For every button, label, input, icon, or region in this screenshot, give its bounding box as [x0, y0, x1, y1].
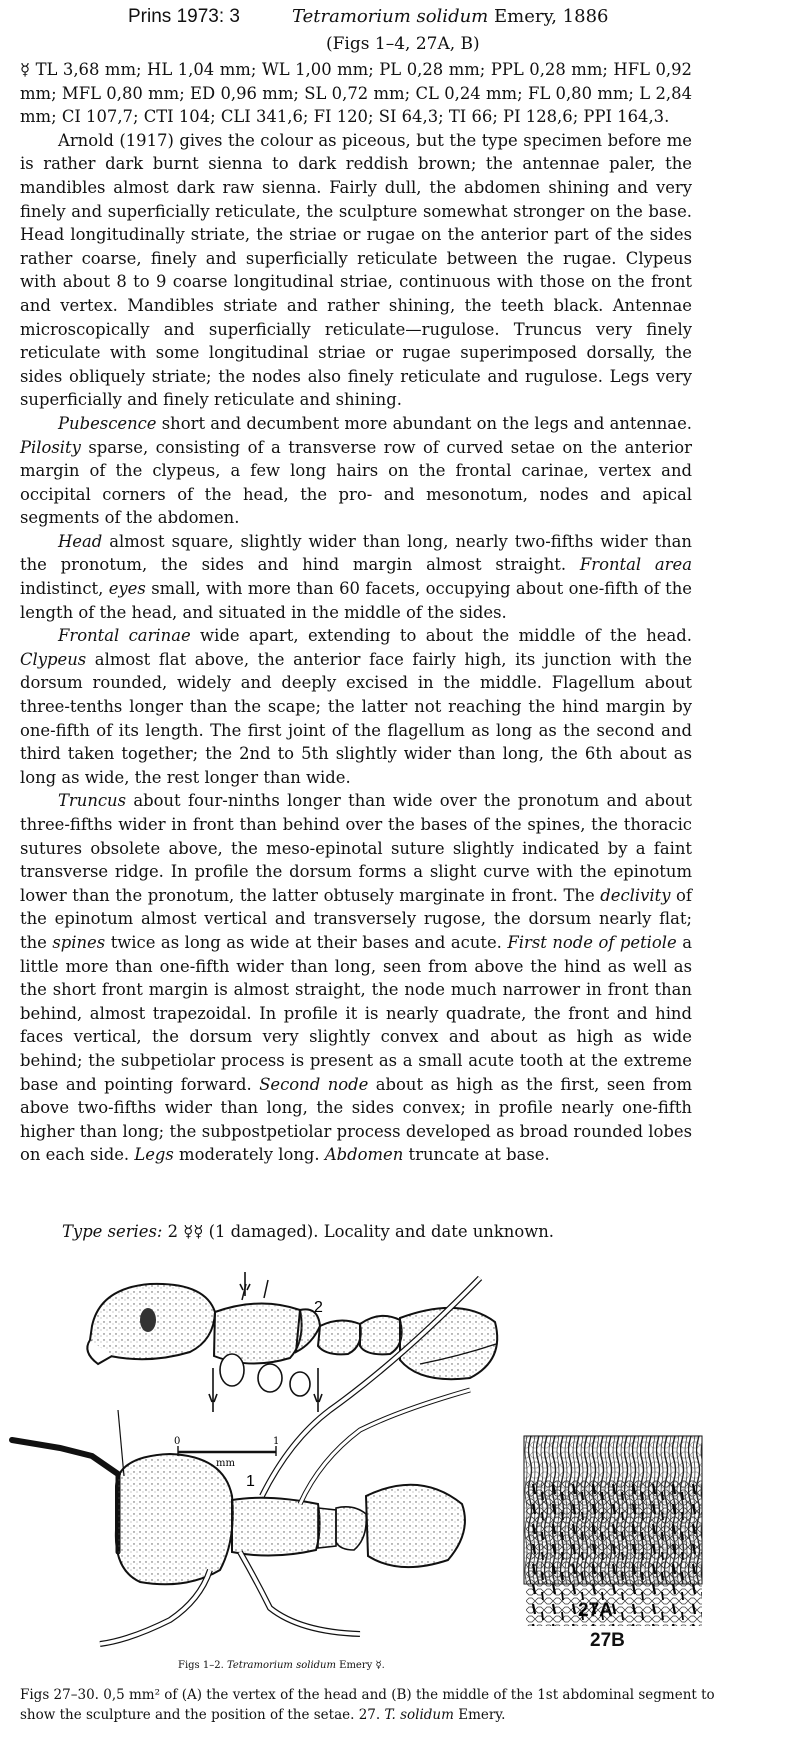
type-series [62, 1222, 554, 1241]
pilosity-term: Pilosity [20, 437, 81, 457]
truncus-term: Truncus [58, 791, 127, 811]
figure-reference: (Figs 1–4, 27A, B) [326, 34, 480, 54]
second-node-term: Second node [259, 1074, 369, 1094]
clypeus-text: almost flat above, the anterior face fairly high, its junction with the dorsum rounded, widely and deeply excised in the middle. Flagellum about three-tenths longer than the scape; the latter not reaching the hind margin by one-fifth of its length. The first joint of the flagellum as long as the second and third taken together; the 2nd to 5th slightly wider than long, the 6th about as long as wide, the rest longer than wide. [20, 649, 692, 787]
scale-unit-label: mm [216, 1458, 235, 1469]
page-reference: Prins 1973: 3 [128, 6, 240, 27]
first-node-text: a little more than one-fifth wider than long, seen from above the hind as well as the short front margin is almost straight, the node much narrower in front than behind, almost trapezoidal. In profile it is nearly quadrate, the front and hind faces vertical, the dorsum very slightly convex and about as high as wide behind; the subpetiolar process is present as a small acute tooth at the extreme base and pointing forward. [20, 932, 693, 1094]
type-series-text: 2 ☿☿ (1 damaged). Locality and date unknown. [162, 1222, 555, 1241]
pilosity-paragraph [20, 412, 692, 530]
scale-one-label: 1 [273, 1436, 280, 1447]
scale-zero-label: 0 [174, 1436, 181, 1447]
frontal-carinae-term: Frontal carinae [58, 626, 191, 646]
caption-species: T. solidum [384, 1707, 454, 1723]
figure-1-2-caption [178, 1660, 385, 1671]
eyes-text: small, with more than 60 facets, occupying about one-fifth of the length of the head, and situated in the middle of the sides. [20, 579, 692, 622]
species-name: Tetramorium solidum [292, 6, 489, 27]
small-caption-species: Tetramorium solidum [226, 1660, 336, 1671]
spines-term: spines [52, 932, 106, 952]
spines-text: twice as long as wide at their bases and acute. [105, 932, 508, 952]
legs-text: moderately long. [173, 1145, 325, 1165]
caption-prefix: Figs 27–30. 0,5 mm² of (A) the vertex of the head and (B) the middle of the 1st abdominal segment to show the sculpture and the position of the setae. 27. [20, 1687, 715, 1723]
figure-1-label: 1 [246, 1473, 255, 1490]
head-term: Head [58, 531, 103, 551]
ant-profile-drawing [87, 1272, 497, 1412]
pubescence-term: Pubescence [58, 413, 157, 433]
caption-suffix: Emery. [453, 1707, 506, 1723]
figure-2-label: 2 [314, 1299, 323, 1316]
first-node-term: First node of petiole [507, 932, 677, 952]
frontal-carinae-text: wide apart, extending to about the middle of the head. [190, 626, 692, 646]
frontal-area-text: indistinct, [20, 579, 109, 599]
pilosity-text: sparse, consisting of a transverse row of curved setae on the anterior margin of the clypeus, a few long hairs on the frontal carinae, vertex and occipital corners of the head, the pro- and mesonotum, nodes and apical segments of the abdomen. [20, 437, 692, 528]
panel-27b-label: 27B [590, 1630, 625, 1651]
measurements-paragraph: ☿ TL 3,68 mm; HL 1,04 mm; WL 1,00 mm; PL 0,28 mm; PPL 0,28 mm; HFL 0,92 mm; MFL 0,80 mm; ED 0,96 mm; SL 0,72 mm; CL 0,24 mm; FL 0,80 mm; L 2,84 mm; CI 107,7; CTI 104; CLI 341,6; FI 120; SI 64,3; TI 66; PI 128,6; PPI 164,3. [20, 60, 692, 127]
declivity-term: declivity [600, 885, 671, 905]
abdomen-text: truncate at base. [403, 1145, 550, 1165]
small-caption-prefix: Figs 1–2. [178, 1660, 227, 1671]
legs-term: Legs [134, 1145, 174, 1165]
truncus-text: about four-ninths longer than wide over the pronotum and about three-fifths wider in front than behind over the bases of the spines, the thoracic sutures obsolete above, the meso-epinotal suture slightly indicated by a faint transverse ridge. In profile the dorsum forms a slight curve with the epinotum lower than the pronotum, the latter obtusely marginate in front. The [20, 791, 692, 905]
species-title [292, 6, 609, 27]
truncus-paragraph [20, 789, 692, 1167]
head-text: almost square, slightly wider than long, nearly two-fifths wider than the pronotum, the sides and hind margin almost straight. [20, 531, 692, 575]
eyes-term: eyes [108, 579, 146, 599]
second-node-text: about as high as the first, seen from above two-fifths wider than long, the sides convex; in profile nearly one-fifth higher than long; the subpostpetiolar process developed as broad rounded lobes on each side. [20, 1074, 692, 1165]
abdomen-term: Abdomen [324, 1145, 404, 1165]
colour-paragraph: Arnold (1917) gives the colour as piceous, but the type specimen before me is rather dark burnt sienna to dark reddish brown; the antennae paler, the mandibles almost dark raw sienna. Fairly dull, the abdomen shining and very finely and superficially reticulate, the sculpture somewhat stronger on the base. Head longitudinally striate, the striae or rugae on the anterior part of the sides rather coarse, finely and superficially reticulate between the rugae. Clypeus with about 8 to 9 coarse longitudinal striae, continuous with those on the front and vertex. Mandibles striate and rather shining, the teeth black. Antennae microscopically and superficially reticulate—rugulose. Truncus very finely reticulate with some longitudinal striae or rugae superimposed dorsally, the sides obliquely striate; the nodes also finely reticulate and rugulose. Legs very superficially and finely reticulate and shining. [20, 130, 692, 410]
body-text [20, 58, 692, 1167]
carinae-paragraph [20, 624, 692, 789]
species-author: Emery, 1886 [494, 6, 609, 27]
figure-27-caption [20, 1685, 740, 1725]
pubescence-text: short and decumbent more abundant on the legs and antennae. [156, 413, 692, 433]
small-caption-suffix: Emery ☿. [335, 1660, 385, 1671]
type-series-term: Type series: [62, 1222, 163, 1241]
head-paragraph [20, 530, 692, 624]
declivity-text: of the epinotum almost vertical and transversely rugose, the dorsum nearly flat; the [20, 885, 692, 952]
clypeus-term: Clypeus [20, 649, 87, 669]
panel-27b-texture [526, 1480, 702, 1626]
frontal-area-term: Frontal area [579, 555, 692, 575]
